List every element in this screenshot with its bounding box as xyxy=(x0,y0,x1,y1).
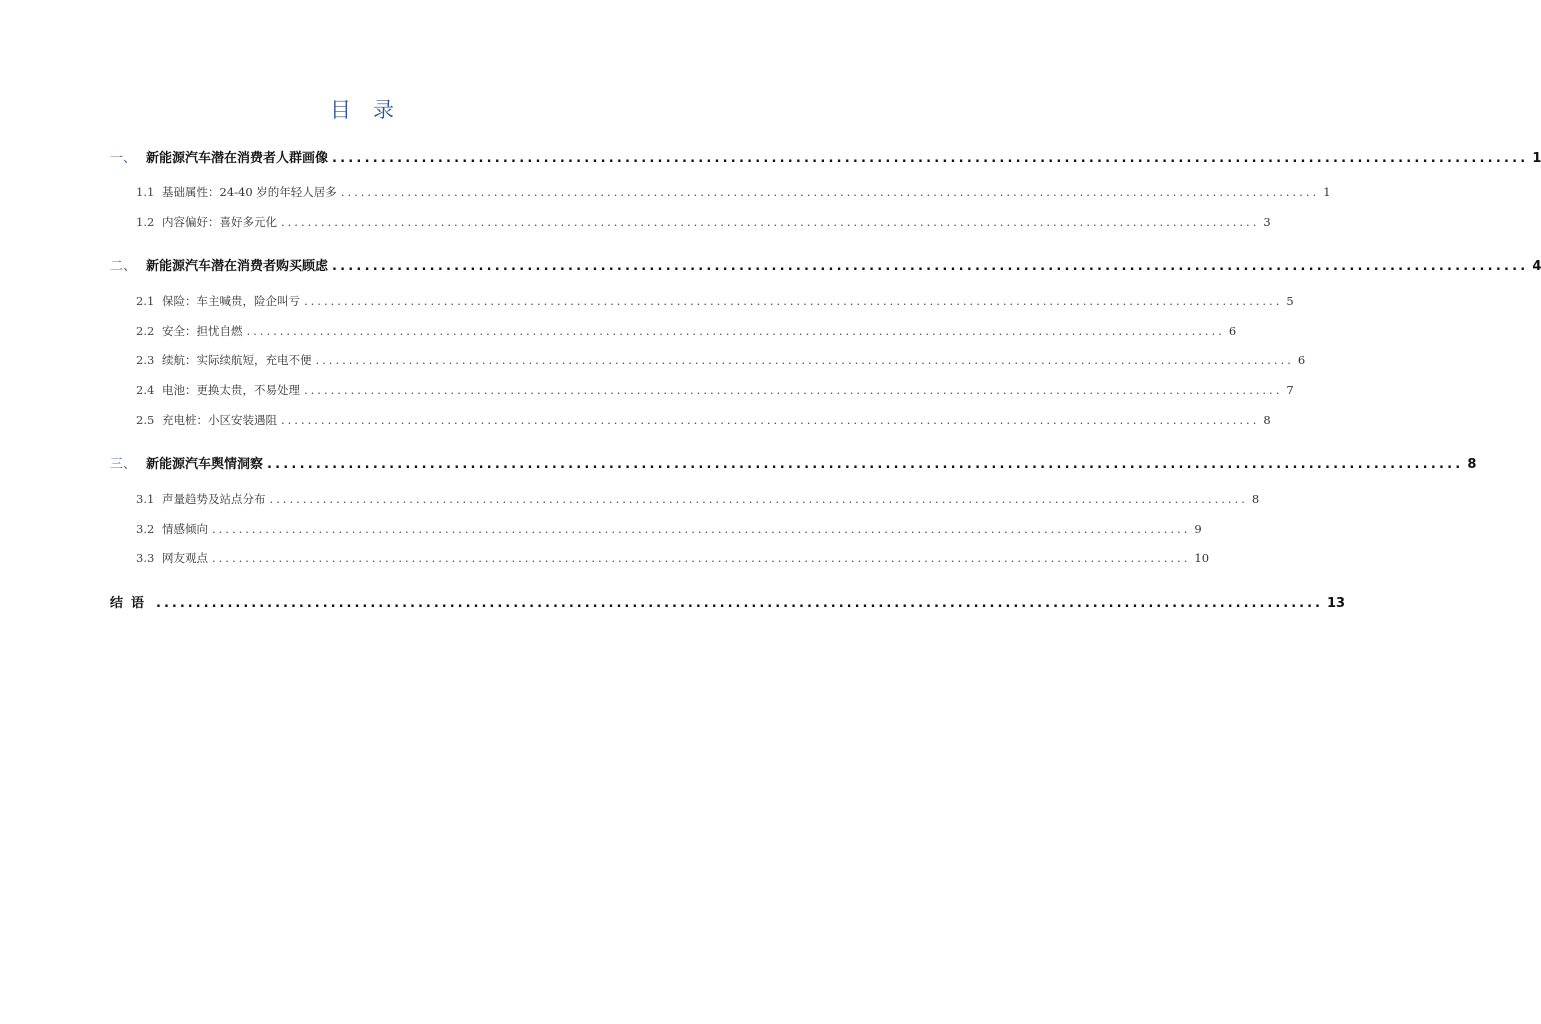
page-number: 6 xyxy=(1297,353,1306,367)
item-number: 2.4 xyxy=(136,383,155,397)
dot-leader: ................................................................................................................................................... xyxy=(246,324,1225,338)
toc-section-2[interactable] xyxy=(110,258,1541,276)
section-number: 二、 xyxy=(110,259,137,274)
dot-leader: ................................................................................................................................................... xyxy=(212,551,1191,565)
page-number: 13 xyxy=(1326,596,1346,611)
item-number: 3.1 xyxy=(136,492,155,506)
section-number: 三、 xyxy=(110,457,137,472)
dot-leader: ................................................................................................................................................... xyxy=(212,522,1191,536)
section-number: 一、 xyxy=(110,151,137,166)
item-title: 声量趋势及站点分布 xyxy=(162,492,266,506)
page-number: 6 xyxy=(1228,324,1237,338)
section-title: 新能源汽车潜在消费者购买顾虑 xyxy=(146,259,329,274)
toc-item-2-2[interactable] xyxy=(136,322,1237,340)
toc-section-3[interactable] xyxy=(110,456,1477,474)
item-title: 安全：担忧自燃 xyxy=(162,324,243,338)
item-number: 2.3 xyxy=(136,353,155,367)
item-title: 网友观点 xyxy=(162,551,208,565)
page-number: 1 xyxy=(1532,151,1541,166)
conclusion-title: 结语 xyxy=(110,596,153,611)
toc-item-3-1[interactable] xyxy=(136,490,1260,508)
dot-leader: ................................................................................................................................................... xyxy=(281,215,1260,229)
page-number: 3 xyxy=(1263,215,1271,229)
item-title: 内容偏好：喜好多元化 xyxy=(162,215,277,229)
dot-leader: ................................................................................................................................................... xyxy=(304,383,1283,397)
item-number: 2.5 xyxy=(136,413,155,427)
section-title: 新能源汽车潜在消费者人群画像 xyxy=(146,151,329,166)
dot-leader: ................................................................................................................................................... xyxy=(281,413,1260,427)
page-number: 1 xyxy=(1323,185,1331,199)
item-number: 3.2 xyxy=(136,522,155,536)
page-title: 目录 xyxy=(330,98,416,122)
toc-item-3-3[interactable] xyxy=(136,549,1210,567)
item-title: 电池：更换太贵，不易处理 xyxy=(162,383,300,397)
toc-item-2-1[interactable] xyxy=(136,292,1294,310)
item-number: 3.3 xyxy=(136,551,155,565)
item-title: 续航：实际续航短，充电不便 xyxy=(162,353,312,367)
item-number: 1.1 xyxy=(136,185,155,199)
page-number: 8 xyxy=(1467,457,1477,472)
page-number: 8 xyxy=(1251,492,1260,506)
toc-item-3-2[interactable] xyxy=(136,520,1202,538)
item-title: 充电桩：小区安装遇阻 xyxy=(162,413,277,427)
item-number: 2.2 xyxy=(136,324,155,338)
item-number: 1.2 xyxy=(136,215,155,229)
page-number: 5 xyxy=(1286,294,1294,308)
page-number: 4 xyxy=(1532,259,1541,274)
dot-leader: ................................................................................................................................................... xyxy=(269,492,1248,506)
page-number: 7 xyxy=(1286,383,1294,397)
dot-leader: ................................................................................................................................................... xyxy=(332,259,1529,274)
item-number: 2.1 xyxy=(136,294,155,308)
dot-leader: ................................................................................................................................................... xyxy=(156,596,1323,611)
item-title: 保险：车主喊贵，险企叫亏 xyxy=(162,294,300,308)
toc-item-1-2[interactable] xyxy=(136,213,1271,231)
toc-item-2-3[interactable] xyxy=(136,351,1306,369)
page-number: 10 xyxy=(1194,551,1210,565)
toc-item-2-5[interactable] xyxy=(136,411,1271,429)
dot-leader: ................................................................................................................................................... xyxy=(332,151,1529,166)
item-title: 基础属性：24-40 岁的年轻人居多 xyxy=(162,185,337,199)
page-number: 8 xyxy=(1263,413,1271,427)
dot-leader: ................................................................................................................................................... xyxy=(304,294,1283,308)
toc-section-1[interactable] xyxy=(110,150,1541,168)
toc-item-1-1[interactable] xyxy=(136,183,1331,201)
dot-leader: ................................................................................................................................................... xyxy=(315,353,1294,367)
item-title: 情感倾向 xyxy=(162,522,208,536)
toc-conclusion[interactable] xyxy=(110,595,1346,613)
dot-leader: ................................................................................................................................................... xyxy=(340,185,1320,199)
toc-item-2-4[interactable] xyxy=(136,381,1294,399)
page-number: 9 xyxy=(1194,522,1202,536)
dot-leader: ................................................................................................................................................... xyxy=(267,457,1464,472)
section-title: 新能源汽车舆情洞察 xyxy=(146,457,264,472)
